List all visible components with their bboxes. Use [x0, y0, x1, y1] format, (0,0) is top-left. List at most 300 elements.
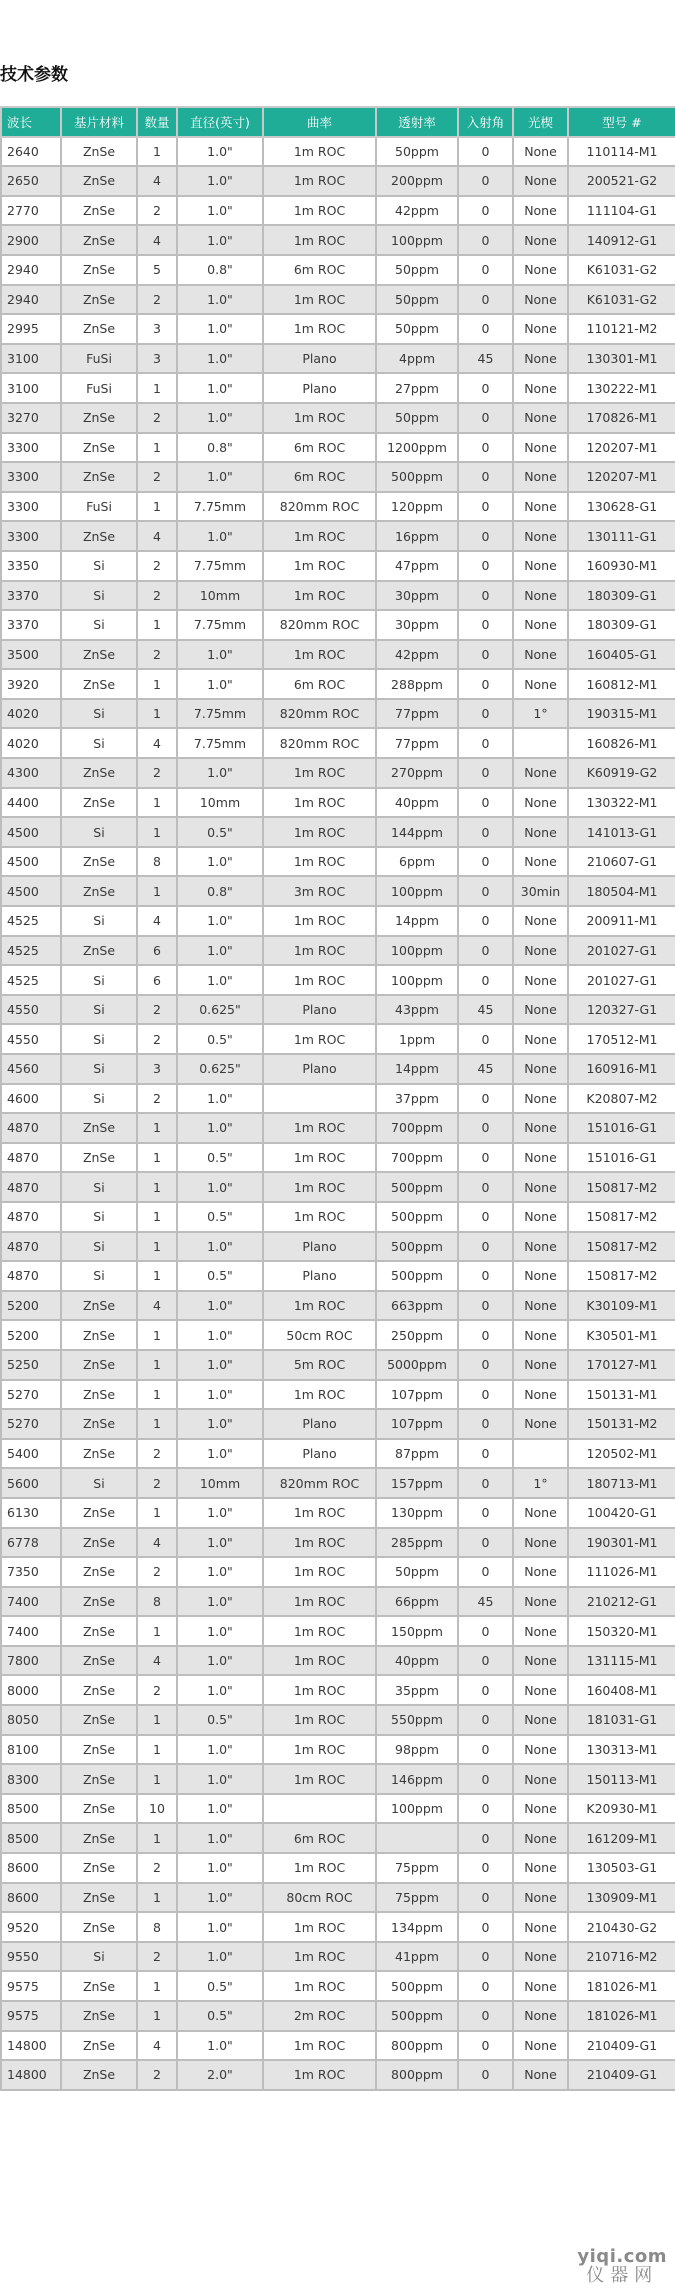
cell-quantity: 1 — [137, 699, 177, 729]
cell-wedge: None — [513, 1380, 568, 1410]
cell-substrate: ZnSe — [61, 1675, 137, 1705]
cell-quantity: 2 — [137, 1084, 177, 1114]
cell-curvature: 1m ROC — [263, 1528, 376, 1558]
cell-substrate: ZnSe — [61, 1291, 137, 1321]
cell-quantity: 1 — [137, 1823, 177, 1853]
cell-wavelength: 3300 — [1, 433, 61, 463]
cell-substrate: ZnSe — [61, 758, 137, 788]
cell-incidence-angle: 0 — [458, 788, 513, 818]
cell-model: 130503-G1 — [568, 1853, 675, 1883]
cell-curvature: 820mm ROC — [263, 610, 376, 640]
cell-transmission: 87ppm — [376, 1439, 458, 1469]
cell-transmission: 500ppm — [376, 1261, 458, 1291]
cell-substrate: Si — [61, 1468, 137, 1498]
cell-curvature: 1m ROC — [263, 1113, 376, 1143]
cell-incidence-angle: 0 — [458, 1409, 513, 1439]
cell-model: 161209-M1 — [568, 1823, 675, 1853]
table-row — [1, 344, 675, 374]
cell-incidence-angle: 0 — [458, 581, 513, 611]
cell-quantity: 1 — [137, 1764, 177, 1794]
cell-substrate: ZnSe — [61, 1705, 137, 1735]
cell-model: 100420-G1 — [568, 1498, 675, 1528]
cell-quantity: 3 — [137, 344, 177, 374]
cell-wedge: None — [513, 1823, 568, 1853]
cell-wedge: None — [513, 1320, 568, 1350]
table-body — [1, 137, 675, 2090]
cell-model: 151016-G1 — [568, 1143, 675, 1173]
cell-incidence-angle: 45 — [458, 995, 513, 1025]
cell-incidence-angle: 0 — [458, 1024, 513, 1054]
table-row — [1, 728, 675, 758]
cell-quantity: 1 — [137, 1735, 177, 1765]
cell-wedge: None — [513, 1942, 568, 1972]
cell-substrate: Si — [61, 1084, 137, 1114]
cell-wavelength: 4020 — [1, 728, 61, 758]
table-row — [1, 1735, 675, 1765]
cell-substrate: ZnSe — [61, 1853, 137, 1883]
cell-quantity: 1 — [137, 1616, 177, 1646]
cell-transmission: 50ppm — [376, 314, 458, 344]
cell-quantity: 8 — [137, 1587, 177, 1617]
cell-model: 130909-M1 — [568, 1883, 675, 1913]
header-incidence-angle: 入射角 — [458, 107, 513, 137]
cell-wavelength: 8500 — [1, 1823, 61, 1853]
cell-incidence-angle: 0 — [458, 492, 513, 522]
cell-substrate: ZnSe — [61, 1912, 137, 1942]
table-row — [1, 285, 675, 315]
cell-wedge — [513, 728, 568, 758]
cell-curvature: 6m ROC — [263, 669, 376, 699]
cell-curvature: 6m ROC — [263, 433, 376, 463]
cell-wedge: 1° — [513, 1468, 568, 1498]
cell-transmission: 100ppm — [376, 965, 458, 995]
cell-wavelength: 4870 — [1, 1172, 61, 1202]
cell-model: 180309-G1 — [568, 610, 675, 640]
table-row — [1, 1705, 675, 1735]
cell-curvature: 1m ROC — [263, 1498, 376, 1528]
cell-diameter: 1.0" — [177, 462, 263, 492]
cell-substrate: Si — [61, 1261, 137, 1291]
cell-wedge: None — [513, 640, 568, 670]
cell-incidence-angle: 0 — [458, 1853, 513, 1883]
cell-wavelength: 3920 — [1, 669, 61, 699]
table-row — [1, 1646, 675, 1676]
cell-quantity: 4 — [137, 166, 177, 196]
cell-curvature: 6m ROC — [263, 255, 376, 285]
cell-quantity: 2 — [137, 1853, 177, 1883]
cell-model: 150131-M1 — [568, 1380, 675, 1410]
cell-model: 130222-M1 — [568, 373, 675, 403]
cell-incidence-angle: 45 — [458, 344, 513, 374]
cell-curvature: 1m ROC — [263, 314, 376, 344]
table-row — [1, 2001, 675, 2031]
cell-quantity: 4 — [137, 521, 177, 551]
cell-quantity: 2 — [137, 285, 177, 315]
table-row — [1, 1084, 675, 1114]
cell-curvature: 820mm ROC — [263, 699, 376, 729]
cell-wedge: None — [513, 433, 568, 463]
cell-wedge: None — [513, 2031, 568, 2061]
cell-wavelength: 4550 — [1, 995, 61, 1025]
cell-quantity: 2 — [137, 758, 177, 788]
cell-model: 200911-M1 — [568, 906, 675, 936]
cell-model: 170826-M1 — [568, 403, 675, 433]
cell-incidence-angle: 0 — [458, 1705, 513, 1735]
cell-substrate: Si — [61, 551, 137, 581]
cell-model: 181031-G1 — [568, 1705, 675, 1735]
cell-wavelength: 4870 — [1, 1232, 61, 1262]
cell-diameter: 10mm — [177, 581, 263, 611]
cell-quantity: 1 — [137, 610, 177, 640]
cell-curvature: 6m ROC — [263, 462, 376, 492]
cell-substrate: ZnSe — [61, 225, 137, 255]
cell-diameter: 1.0" — [177, 1646, 263, 1676]
cell-diameter: 1.0" — [177, 1498, 263, 1528]
table-row — [1, 1883, 675, 1913]
cell-model: 210716-M2 — [568, 1942, 675, 1972]
cell-curvature: 1m ROC — [263, 403, 376, 433]
cell-curvature: 1m ROC — [263, 1735, 376, 1765]
cell-quantity: 1 — [137, 1320, 177, 1350]
table-row — [1, 1557, 675, 1587]
cell-substrate: ZnSe — [61, 1557, 137, 1587]
cell-substrate: Si — [61, 1024, 137, 1054]
cell-quantity: 1 — [137, 1261, 177, 1291]
cell-substrate: ZnSe — [61, 1380, 137, 1410]
cell-wavelength: 8600 — [1, 1853, 61, 1883]
cell-wavelength: 5600 — [1, 1468, 61, 1498]
cell-model: 150817-M2 — [568, 1261, 675, 1291]
table-row — [1, 1912, 675, 1942]
cell-incidence-angle: 0 — [458, 1113, 513, 1143]
cell-wedge: 1° — [513, 699, 568, 729]
cell-diameter: 1.0" — [177, 1380, 263, 1410]
table-row — [1, 137, 675, 167]
cell-wavelength: 2900 — [1, 225, 61, 255]
cell-wavelength: 9575 — [1, 1971, 61, 2001]
cell-transmission: 134ppm — [376, 1912, 458, 1942]
cell-incidence-angle: 0 — [458, 137, 513, 167]
cell-model: 210430-G2 — [568, 1912, 675, 1942]
cell-incidence-angle: 0 — [458, 1764, 513, 1794]
cell-wedge: None — [513, 965, 568, 995]
cell-wavelength: 7800 — [1, 1646, 61, 1676]
cell-substrate: ZnSe — [61, 285, 137, 315]
header-wavelength: 波长 — [1, 107, 61, 137]
table-row — [1, 936, 675, 966]
cell-curvature: 1m ROC — [263, 1557, 376, 1587]
cell-quantity: 1 — [137, 1705, 177, 1735]
cell-diameter: 1.0" — [177, 137, 263, 167]
cell-substrate: ZnSe — [61, 1823, 137, 1853]
cell-transmission: 75ppm — [376, 1883, 458, 1913]
cell-incidence-angle: 0 — [458, 2031, 513, 2061]
cell-transmission: 50ppm — [376, 1557, 458, 1587]
cell-wedge: None — [513, 1705, 568, 1735]
cell-wavelength: 5270 — [1, 1380, 61, 1410]
cell-wedge: None — [513, 936, 568, 966]
cell-wavelength: 8000 — [1, 1675, 61, 1705]
cell-wavelength: 3350 — [1, 551, 61, 581]
cell-diameter: 1.0" — [177, 1616, 263, 1646]
cell-wedge: None — [513, 788, 568, 818]
cell-model: K61031-G2 — [568, 255, 675, 285]
cell-model: 150131-M2 — [568, 1409, 675, 1439]
cell-wedge: None — [513, 1261, 568, 1291]
cell-curvature: 1m ROC — [263, 936, 376, 966]
cell-curvature: 6m ROC — [263, 1823, 376, 1853]
cell-wedge: None — [513, 2001, 568, 2031]
cell-transmission: 77ppm — [376, 728, 458, 758]
cell-curvature: 1m ROC — [263, 1291, 376, 1321]
cell-curvature: 820mm ROC — [263, 728, 376, 758]
cell-substrate: ZnSe — [61, 166, 137, 196]
cell-curvature: 1m ROC — [263, 1646, 376, 1676]
table-row — [1, 1024, 675, 1054]
cell-model: 200521-G2 — [568, 166, 675, 196]
table-row — [1, 1468, 675, 1498]
cell-model: 130322-M1 — [568, 788, 675, 818]
cell-diameter: 0.5" — [177, 817, 263, 847]
cell-diameter: 1.0" — [177, 1439, 263, 1469]
cell-model: 151016-G1 — [568, 1113, 675, 1143]
cell-diameter: 7.75mm — [177, 610, 263, 640]
cell-curvature: 1m ROC — [263, 817, 376, 847]
cell-model: 210409-G1 — [568, 2031, 675, 2061]
cell-incidence-angle: 0 — [458, 373, 513, 403]
cell-wavelength: 4500 — [1, 817, 61, 847]
cell-diameter: 1.0" — [177, 847, 263, 877]
cell-substrate: ZnSe — [61, 2060, 137, 2090]
cell-substrate: ZnSe — [61, 433, 137, 463]
cell-substrate: Si — [61, 906, 137, 936]
cell-wavelength: 6130 — [1, 1498, 61, 1528]
table-row — [1, 699, 675, 729]
cell-diameter: 1.0" — [177, 1232, 263, 1262]
cell-quantity: 4 — [137, 906, 177, 936]
cell-wedge: None — [513, 255, 568, 285]
table-row — [1, 758, 675, 788]
cell-wavelength: 2995 — [1, 314, 61, 344]
cell-substrate: Si — [61, 1942, 137, 1972]
cell-quantity: 2 — [137, 2060, 177, 2090]
table-row — [1, 906, 675, 936]
cell-quantity: 1 — [137, 1971, 177, 2001]
cell-transmission: 40ppm — [376, 788, 458, 818]
table-row — [1, 1113, 675, 1143]
cell-wavelength: 4525 — [1, 906, 61, 936]
cell-substrate: Si — [61, 1172, 137, 1202]
cell-transmission: 700ppm — [376, 1143, 458, 1173]
table-row — [1, 166, 675, 196]
cell-curvature: 2m ROC — [263, 2001, 376, 2031]
cell-incidence-angle: 0 — [458, 1912, 513, 1942]
cell-quantity: 2 — [137, 1942, 177, 1972]
cell-transmission: 14ppm — [376, 1054, 458, 1084]
cell-substrate: ZnSe — [61, 1528, 137, 1558]
cell-wavelength: 4020 — [1, 699, 61, 729]
cell-diameter: 1.0" — [177, 1823, 263, 1853]
cell-incidence-angle: 0 — [458, 433, 513, 463]
cell-wedge: None — [513, 1498, 568, 1528]
cell-model: 170127-M1 — [568, 1350, 675, 1380]
cell-diameter: 0.625" — [177, 995, 263, 1025]
cell-incidence-angle: 0 — [458, 1883, 513, 1913]
table-row — [1, 1794, 675, 1824]
cell-incidence-angle: 0 — [458, 1735, 513, 1765]
cell-wedge: None — [513, 1172, 568, 1202]
table-row — [1, 462, 675, 492]
cell-curvature: 1m ROC — [263, 640, 376, 670]
cell-transmission: 75ppm — [376, 1853, 458, 1883]
cell-model: 120207-M1 — [568, 433, 675, 463]
cell-wavelength: 4870 — [1, 1202, 61, 1232]
cell-diameter: 0.8" — [177, 255, 263, 285]
cell-quantity: 1 — [137, 1202, 177, 1232]
cell-substrate: ZnSe — [61, 1616, 137, 1646]
cell-curvature: 1m ROC — [263, 1971, 376, 2001]
cell-incidence-angle: 0 — [458, 1320, 513, 1350]
cell-wavelength: 9575 — [1, 2001, 61, 2031]
cell-incidence-angle: 0 — [458, 1528, 513, 1558]
cell-quantity: 8 — [137, 1912, 177, 1942]
cell-diameter: 1.0" — [177, 965, 263, 995]
cell-curvature: 3m ROC — [263, 876, 376, 906]
cell-substrate: ZnSe — [61, 1143, 137, 1173]
cell-transmission: 100ppm — [376, 1794, 458, 1824]
cell-incidence-angle: 0 — [458, 876, 513, 906]
table-row — [1, 1232, 675, 1262]
cell-transmission: 500ppm — [376, 1232, 458, 1262]
cell-wedge: None — [513, 1764, 568, 1794]
cell-quantity: 2 — [137, 1557, 177, 1587]
cell-transmission: 500ppm — [376, 462, 458, 492]
cell-quantity: 1 — [137, 1409, 177, 1439]
table-row — [1, 1439, 675, 1469]
cell-substrate: ZnSe — [61, 1498, 137, 1528]
cell-curvature — [263, 1794, 376, 1824]
cell-quantity: 1 — [137, 669, 177, 699]
cell-diameter: 1.0" — [177, 1853, 263, 1883]
cell-transmission: 5000ppm — [376, 1350, 458, 1380]
cell-substrate: ZnSe — [61, 847, 137, 877]
cell-transmission — [376, 1823, 458, 1853]
cell-wedge: None — [513, 758, 568, 788]
cell-substrate: ZnSe — [61, 1113, 137, 1143]
table-row — [1, 551, 675, 581]
cell-model: 160916-M1 — [568, 1054, 675, 1084]
cell-curvature: 80cm ROC — [263, 1883, 376, 1913]
cell-curvature: 1m ROC — [263, 1764, 376, 1794]
cell-transmission: 800ppm — [376, 2060, 458, 2090]
cell-quantity: 1 — [137, 817, 177, 847]
cell-transmission: 270ppm — [376, 758, 458, 788]
cell-diameter: 1.0" — [177, 640, 263, 670]
cell-quantity: 1 — [137, 1350, 177, 1380]
cell-wavelength: 5200 — [1, 1320, 61, 1350]
cell-quantity: 4 — [137, 728, 177, 758]
cell-diameter: 1.0" — [177, 285, 263, 315]
cell-transmission: 200ppm — [376, 166, 458, 196]
cell-model: 130628-G1 — [568, 492, 675, 522]
table-row — [1, 1528, 675, 1558]
cell-quantity: 2 — [137, 1675, 177, 1705]
cell-quantity: 2 — [137, 462, 177, 492]
cell-diameter: 0.5" — [177, 1143, 263, 1173]
cell-diameter: 7.75mm — [177, 492, 263, 522]
cell-wavelength: 14800 — [1, 2060, 61, 2090]
cell-transmission: 16ppm — [376, 521, 458, 551]
cell-incidence-angle: 0 — [458, 196, 513, 226]
cell-quantity: 1 — [137, 492, 177, 522]
table-row — [1, 1971, 675, 2001]
cell-curvature: 1m ROC — [263, 1675, 376, 1705]
cell-transmission: 500ppm — [376, 1202, 458, 1232]
cell-quantity: 6 — [137, 965, 177, 995]
cell-quantity: 1 — [137, 1498, 177, 1528]
cell-substrate: ZnSe — [61, 1439, 137, 1469]
cell-quantity: 2 — [137, 551, 177, 581]
cell-transmission: 50ppm — [376, 403, 458, 433]
cell-substrate: ZnSe — [61, 1794, 137, 1824]
cell-curvature: 1m ROC — [263, 965, 376, 995]
cell-transmission: 43ppm — [376, 995, 458, 1025]
cell-model: 141013-G1 — [568, 817, 675, 847]
cell-incidence-angle: 0 — [458, 817, 513, 847]
cell-incidence-angle: 0 — [458, 640, 513, 670]
cell-transmission: 550ppm — [376, 1705, 458, 1735]
cell-transmission: 35ppm — [376, 1675, 458, 1705]
cell-transmission: 130ppm — [376, 1498, 458, 1528]
cell-transmission: 144ppm — [376, 817, 458, 847]
cell-wavelength: 5400 — [1, 1439, 61, 1469]
cell-model: 150113-M1 — [568, 1764, 675, 1794]
cell-curvature: 1m ROC — [263, 1143, 376, 1173]
cell-incidence-angle: 0 — [458, 1498, 513, 1528]
cell-model: 180309-G1 — [568, 581, 675, 611]
cell-incidence-angle: 0 — [458, 1646, 513, 1676]
cell-wedge: None — [513, 1646, 568, 1676]
table-row — [1, 314, 675, 344]
cell-wavelength: 7350 — [1, 1557, 61, 1587]
cell-transmission: 77ppm — [376, 699, 458, 729]
cell-quantity: 1 — [137, 876, 177, 906]
cell-diameter: 1.0" — [177, 1350, 263, 1380]
cell-curvature: 1m ROC — [263, 906, 376, 936]
cell-diameter: 1.0" — [177, 1172, 263, 1202]
cell-curvature: Plano — [263, 1261, 376, 1291]
cell-model: 150320-M1 — [568, 1616, 675, 1646]
cell-transmission: 120ppm — [376, 492, 458, 522]
cell-curvature: 1m ROC — [263, 581, 376, 611]
cell-diameter: 0.5" — [177, 1024, 263, 1054]
cell-wedge: None — [513, 1350, 568, 1380]
cell-model: 170512-M1 — [568, 1024, 675, 1054]
table-row — [1, 1675, 675, 1705]
cell-substrate: ZnSe — [61, 196, 137, 226]
cell-transmission: 100ppm — [376, 936, 458, 966]
cell-diameter: 1.0" — [177, 669, 263, 699]
cell-model: 190301-M1 — [568, 1528, 675, 1558]
cell-transmission: 42ppm — [376, 196, 458, 226]
cell-diameter: 10mm — [177, 1468, 263, 1498]
cell-model: 160408-M1 — [568, 1675, 675, 1705]
cell-substrate: ZnSe — [61, 876, 137, 906]
cell-transmission: 42ppm — [376, 640, 458, 670]
cell-substrate: ZnSe — [61, 314, 137, 344]
page-title: 技术参数 — [0, 65, 68, 85]
cell-model: 160930-M1 — [568, 551, 675, 581]
